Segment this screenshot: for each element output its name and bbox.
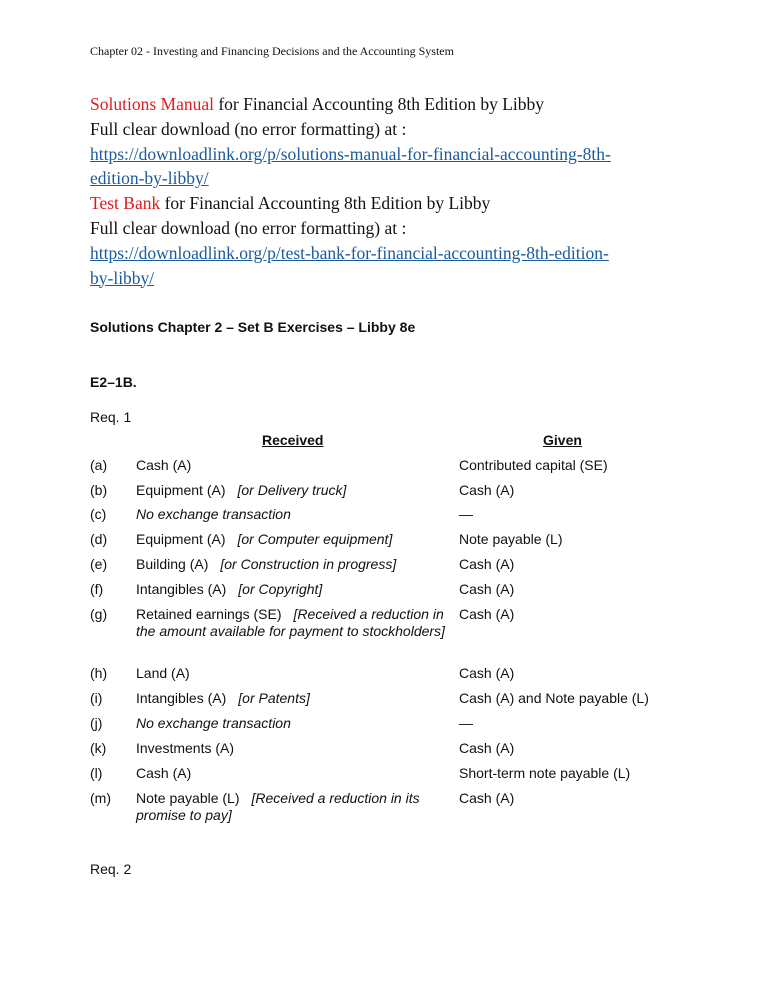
row-given: Short-term note payable (L) [459, 765, 631, 781]
row-given: — [459, 506, 473, 522]
solutions-manual-title [90, 92, 690, 117]
row-letter: (g) [90, 606, 108, 622]
solutions-manual-download-text: Full clear download (no error formatting) at : [90, 118, 407, 139]
received-note: [Received a reduction in the amount available for payment to stockholders] [136, 606, 445, 639]
row-received [136, 482, 452, 499]
solutions-manual-title-rest: for Financial Accounting 8th Edition by Libby [213, 94, 544, 114]
row-given: Cash (A) [459, 556, 515, 572]
received-note: No exchange transaction [136, 506, 291, 522]
row-received [136, 457, 452, 474]
test-bank-title-rest: for Financial Accounting 8th Edition by Libby [160, 193, 491, 214]
row-letter: (j) [90, 715, 103, 731]
received-note: [or Construction in progress] [220, 556, 397, 572]
row-received [136, 556, 452, 573]
received-account: Equipment (A) [136, 482, 226, 498]
row-given: Cash (A) and Note payable (L) [459, 690, 649, 706]
received-note: [or Copyright] [238, 581, 323, 597]
row-letter: (h) [90, 665, 108, 681]
received-account: Note payable (L) [136, 790, 240, 806]
row-given: — [459, 715, 473, 731]
row-given: Contributed capital (SE) [459, 457, 608, 473]
received-note: [Received a reduction in its promise to pay] [136, 790, 420, 823]
received-account: Building (A) [136, 556, 209, 572]
row-received [136, 531, 452, 548]
received-account: Cash (A) [136, 765, 192, 781]
solutions-manual-label: Solutions Manual [90, 94, 214, 114]
test-bank-link-line-1[interactable]: https://downloadlink.org/p/test-bank-for-financial-accounting-8th-edition- [90, 242, 609, 263]
row-letter: (m) [90, 790, 111, 806]
row-letter: (e) [90, 556, 108, 572]
promo-block [90, 92, 690, 290]
received-account: Retained earnings (SE) [136, 606, 282, 622]
row-received [136, 606, 452, 640]
row-given: Cash (A) [459, 665, 515, 681]
req-1-label: Req. 1 [90, 409, 132, 425]
test-bank-link-line-2[interactable]: by-libby/ [90, 267, 155, 288]
row-received [136, 740, 452, 757]
received-account: Land (A) [136, 665, 190, 681]
row-letter: (l) [90, 765, 103, 781]
solutions-manual-link-line-2[interactable]: edition-by-libby/ [90, 168, 209, 189]
row-given: Cash (A) [459, 581, 515, 597]
row-given: Cash (A) [459, 790, 515, 806]
page-header: Chapter 02 - Investing and Financing Decisions and the Accounting System [90, 44, 454, 58]
received-account: Cash (A) [136, 457, 192, 473]
row-received [136, 765, 452, 782]
test-bank-download-text: Full clear download (no error formatting) at : [90, 217, 407, 238]
row-given: Cash (A) [459, 606, 515, 622]
received-note: [or Patents] [238, 690, 310, 706]
received-account: Investments (A) [136, 740, 235, 756]
row-letter: (d) [90, 531, 108, 547]
column-header-given: Given [543, 432, 582, 448]
req-2-label: Req. 2 [90, 861, 132, 877]
row-received [136, 790, 452, 824]
row-given: Cash (A) [459, 482, 515, 498]
row-letter: (c) [90, 506, 107, 522]
test-bank-title [90, 191, 690, 216]
received-note: [or Delivery truck] [237, 482, 347, 498]
row-letter: (f) [90, 581, 104, 597]
received-account: Intangibles (A) [136, 581, 227, 597]
column-header-received: Received [262, 432, 324, 448]
row-given: Note payable (L) [459, 531, 563, 547]
received-note: No exchange transaction [136, 715, 291, 731]
exercise-label: E2–1B. [90, 374, 137, 390]
row-letter: (a) [90, 457, 108, 473]
row-received [136, 506, 452, 523]
row-received [136, 581, 452, 598]
row-received [136, 690, 452, 707]
row-given: Cash (A) [459, 740, 515, 756]
received-account: Intangibles (A) [136, 690, 227, 706]
section-heading: Solutions Chapter 2 – Set B Exercises – Libby 8e [90, 319, 416, 335]
received-account: Equipment (A) [136, 531, 226, 547]
row-received [136, 665, 452, 682]
solutions-manual-link-line-1[interactable]: https://downloadlink.org/p/solutions-manual-for-financial-accounting-8th- [90, 143, 611, 164]
test-bank-label: Test Bank [90, 193, 161, 214]
row-received [136, 715, 452, 732]
row-letter: (i) [90, 690, 103, 706]
received-note: [or Computer equipment] [237, 531, 393, 547]
row-letter: (b) [90, 482, 108, 498]
row-letter: (k) [90, 740, 107, 756]
